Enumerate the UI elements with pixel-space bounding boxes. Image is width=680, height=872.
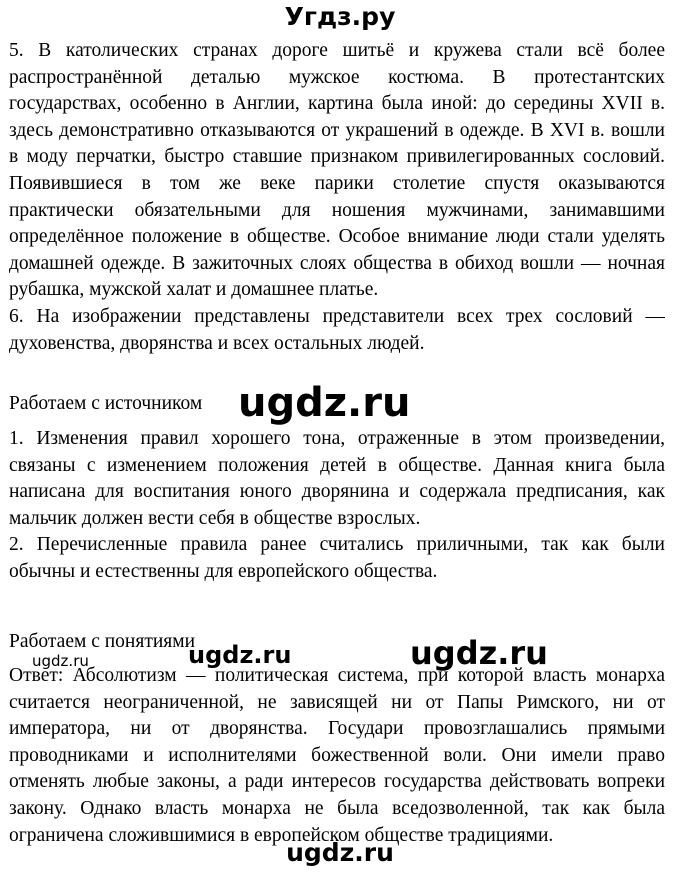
text-line: 2. Перечисленные правила ранее считались приличными, так как были xyxy=(9,534,665,555)
header-watermark: Угдз.ру xyxy=(284,2,396,31)
text-line: в моду перчатки, быстро ставшие признаком привилегированных сословий. xyxy=(9,146,665,168)
text-line: ограничена сложившимися в европейском обществе традициями. xyxy=(9,824,554,846)
text-line: практически обязательными для ношения мужчинами, занимавшими xyxy=(9,199,665,221)
paragraph-5 xyxy=(9,38,665,304)
text-line: 6. На изображении представлены представители всех трех сословий — xyxy=(9,306,665,327)
text-line: обычны и естественны для европейского общества. xyxy=(9,560,438,582)
text-line: государствах, особенно в Англии, картина была иной: до середины XVII в. xyxy=(9,93,665,115)
text-line: написана для воспитания юного дворянина и содержала предписания, как xyxy=(9,481,665,503)
text-line: домашней одежде. В зажиточных слоях общества в обиход вошли — ночная xyxy=(9,252,665,274)
text-line: 1. Изменения правил хорошего тона, отраженные в этом произведении, xyxy=(9,428,665,449)
text-line: духовенства, дворянства и всех остальных людей. xyxy=(9,332,425,354)
text-line: отменять любые законы, а ради интересов государства действовать вопреки xyxy=(9,771,665,793)
watermark: ugdz.ru xyxy=(410,634,548,672)
watermark: ugdz.ru xyxy=(188,641,292,669)
watermark: ugdz.ru xyxy=(238,380,411,426)
text-line: связаны с изменением положения детей в обществе. Данная книга была xyxy=(9,454,665,476)
text-line: считается неограниченной, не зависящей ни от Папы Римского, ни от xyxy=(9,691,665,713)
watermark-small: ugdz.ru xyxy=(32,652,89,670)
text-line: Появившиеся в том же веке парики столетие спустя оказываются xyxy=(9,172,665,194)
text-line: 5. В католических странах дороге шитьё и кружева стали всё более xyxy=(9,40,665,61)
section-heading-concepts: Работаем с понятиями xyxy=(9,631,196,652)
text-line: Ответ: Абсолютизм — политическая система, при которой власть монарха xyxy=(9,665,665,686)
source-answer-1 xyxy=(9,426,665,532)
text-line: закону. Однако власть монарха не была вседозволенной, так как была xyxy=(9,797,665,819)
text-line: распространённой деталью мужское костюма. В протестантских xyxy=(9,66,665,88)
text-line: определённое положение в обществе. Особое внимание люди стали уделять xyxy=(9,226,665,248)
text-line: здесь демонстративно отказываются от украшений в одежде. В XVI в. вошли xyxy=(9,119,665,141)
text-line: рубашка, мужской халат и домашнее платье. xyxy=(9,279,379,301)
text-line: мальчик должен вести себя в обществе взрослых. xyxy=(9,507,421,529)
concept-answer xyxy=(9,663,665,849)
section-heading-source: Работаем с источником xyxy=(9,393,203,414)
paragraph-6 xyxy=(9,304,665,357)
text-line: проводниками и исполнителями божественной воли. Они имели право xyxy=(9,744,665,766)
text-line: императора, ни от дворянства. Государи провозглашались прямыми xyxy=(9,718,665,740)
source-answer-2 xyxy=(9,532,665,585)
footer-watermark: ugdz.ru xyxy=(286,838,394,867)
